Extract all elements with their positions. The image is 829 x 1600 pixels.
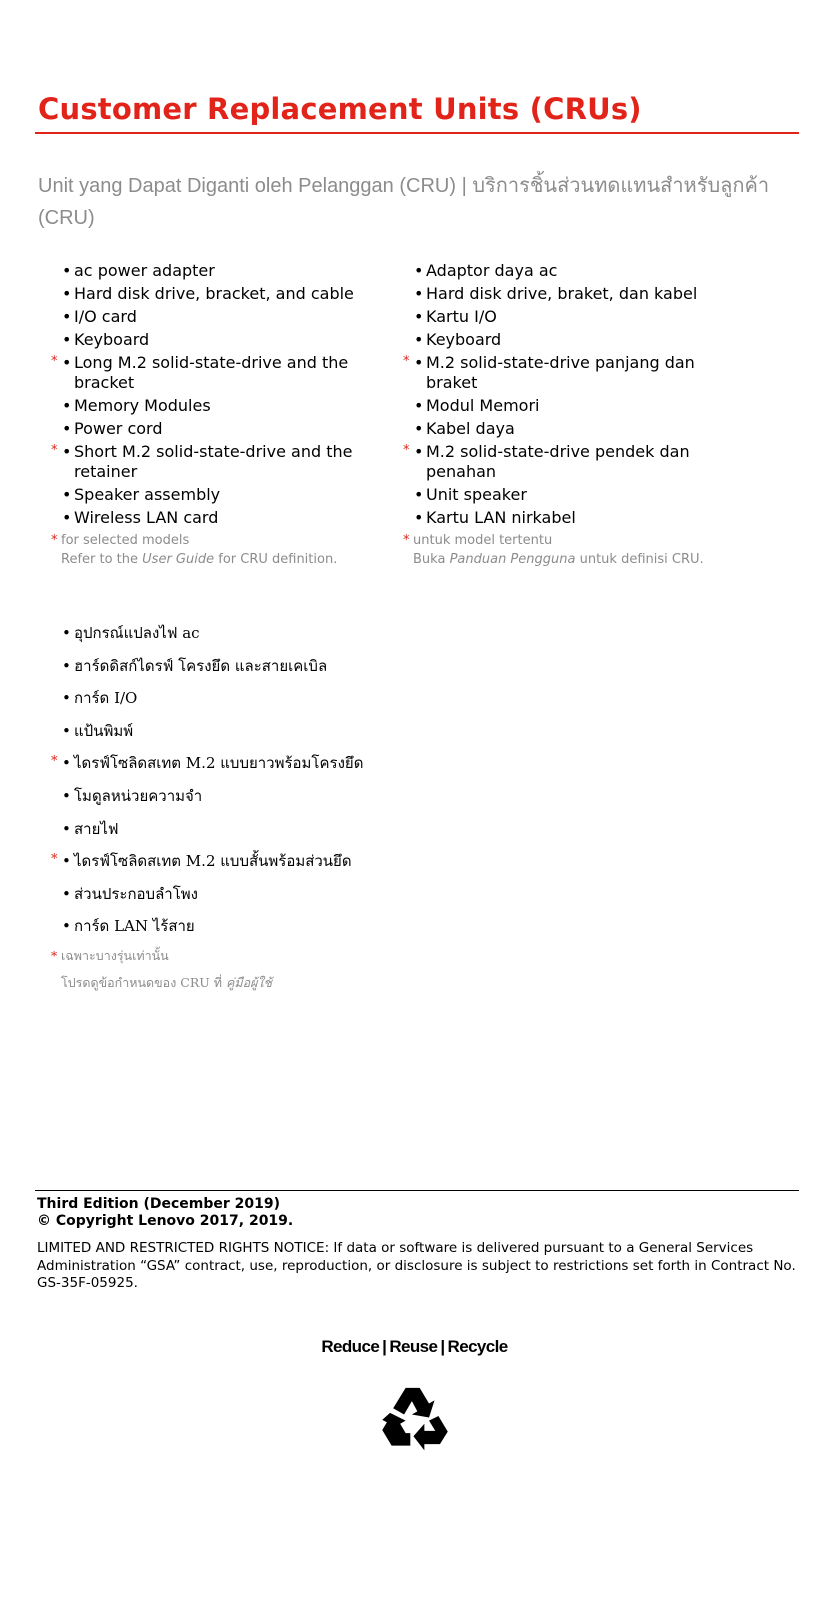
indonesian-items [404,261,734,528]
list-item [52,916,452,936]
list-item [52,851,452,871]
bullet: • [62,442,72,461]
selected-models-star: * [403,443,410,458]
list-item-label: Short M.2 solid-state-drive and the retainer [74,442,353,481]
list-item-label: โมดูลหน่วยความจำ [74,786,203,805]
list-item [52,284,382,304]
list-item [52,508,382,528]
edition: Third Edition (December 2019) [37,1196,281,1212]
list-item-label: Speaker assembly [74,485,221,504]
cru-list-indonesian [404,261,734,569]
footer-divider [35,1190,799,1191]
list-item-label: Keyboard [74,330,150,349]
footnote-text: for selected models [61,533,190,548]
bullet: • [62,624,71,642]
list-item [404,284,734,304]
list-item-label: Unit speaker [426,485,527,504]
footnote-star: * [51,947,58,963]
reduce-reuse-recycle [0,1337,829,1357]
cru-list-thai [52,623,452,992]
reference-text-after: for CRU definition. [214,552,338,567]
list-item [404,419,734,439]
page-title: Customer Replacement Units (CRUs) [38,92,642,126]
list-item-label: Wireless LAN card [74,508,219,527]
list-item [404,508,734,528]
bullet: • [62,485,72,504]
selected-models-star: * [51,354,58,369]
bullet: • [414,330,424,349]
reference-document-title: Panduan Pengguna [449,552,576,567]
separator: | [440,1337,445,1356]
list-item-label: Kabel daya [426,419,515,438]
bullet: • [62,852,71,871]
bullet: • [414,419,424,438]
list-item-label: ส่วนประกอบลำโพง [74,884,198,903]
thai-reference [52,974,452,992]
list-item [52,396,382,416]
reference-document-title: User Guide [142,552,215,567]
copyright: © Copyright Lenovo 2017, 2019. [37,1213,294,1229]
bullet: • [414,508,424,527]
bullet: • [62,284,72,303]
bullet: • [62,754,71,773]
bullet: • [62,508,72,527]
list-item-label: Power cord [74,419,163,438]
english-items [52,261,382,528]
list-item-label: Hard disk drive, bracket, and cable [74,284,354,303]
recycle-label: Recycle [447,1337,508,1356]
footnote-star: * [51,533,58,548]
list-item [52,623,452,643]
list-item-label: ac power adapter [74,261,215,280]
reuse-label: Reuse [389,1337,438,1356]
bullet: • [62,786,71,805]
cru-list-english [52,261,382,569]
page-subtitle: Unit yang Dapat Diganti oleh Pelanggan (CRU) | บริการชิ้นส่วนทดแทนสำหรับลูกค้า (CRU) [38,175,770,229]
list-item-label: Long M.2 solid-state-drive and the bracket [74,353,349,392]
list-item [404,261,734,281]
bullet: • [62,419,72,438]
bullet: • [62,353,72,372]
list-item-label: ไดรฟ์โซลิดสเทต M.2 แบบสั้นพร้อมส่วนยึด [74,852,352,871]
list-item [52,485,382,505]
reference-text-before: Buka [413,552,450,567]
bullet: • [414,353,424,372]
bullet: • [62,884,71,903]
bullet: • [62,396,72,415]
list-item-label: แป้นพิมพ์ [74,721,134,740]
bullet: • [414,261,424,280]
list-item [52,307,382,327]
list-item [52,353,382,393]
list-item [52,753,452,773]
list-item-label: การ์ด I/O [74,689,138,708]
list-item-label: ไดรฟ์โซลิดสเทต M.2 แบบยาวพร้อมโครงยึด [74,754,364,773]
list-item-label: Modul Memori [426,396,540,415]
list-item-label: Kartu LAN nirkabel [426,508,576,527]
list-item [52,884,452,904]
list-item [404,307,734,327]
bullet: • [62,656,71,675]
selected-models-star: * [51,443,58,458]
indonesian-reference [404,550,734,569]
bullet: • [414,396,424,415]
bullet: • [414,307,424,326]
reference-text-after: untuk definisi CRU. [575,552,704,567]
bullet: • [62,307,72,326]
selected-models-star: * [51,852,58,868]
list-item [404,485,734,505]
list-item-label: Memory Modules [74,396,211,415]
list-item-label: Keyboard [426,330,502,349]
list-item [52,656,452,676]
bullet: • [414,485,424,504]
bullet: • [62,689,71,708]
bullet: • [414,442,424,461]
bullet: • [414,284,424,303]
list-item [52,442,382,482]
english-reference [52,550,382,569]
list-item [404,353,734,393]
list-item [52,786,452,806]
list-item [52,330,382,350]
separator: | [382,1337,387,1356]
selected-models-star: * [403,354,410,369]
thai-items [52,623,452,936]
selected-models-star: * [51,754,58,770]
rights-notice: LIMITED AND RESTRICTED RIGHTS NOTICE: If data or software is delivered pursuant to a General Services Administration “GSA” contract, use, reproduction, or disclosure is subject to restrictions set forth in Contract No. GS-35F-05925. [37,1240,796,1291]
footnote-star: * [403,533,410,548]
list-item-label: M.2 solid-state-drive pendek dan penahan [426,442,690,481]
list-item-label: M.2 solid-state-drive panjang dan braket [426,353,695,392]
thai-footnote [52,947,452,965]
list-item-label: Hard disk drive, braket, dan kabel [426,284,698,303]
list-item [404,442,734,482]
reference-text-before: โปรดดูข้อกำหนดของ CRU ที่ [61,974,226,990]
list-item-label: I/O card [74,307,137,326]
list-item-label: การ์ด LAN ไร้สาย [74,917,195,936]
list-item [404,330,734,350]
bullet: • [62,917,71,936]
english-footnote [52,531,382,550]
list-item-label: อุปกรณ์แปลงไฟ ac [74,624,200,642]
list-item [404,396,734,416]
footnote-text: เฉพาะบางรุ่นเท่านั้น [61,947,169,963]
list-item-label: Kartu I/O [426,307,497,326]
list-item [52,721,452,741]
reference-document-title: คู่มือผู้ใช้ [225,974,272,990]
bullet: • [62,721,71,740]
list-item-label: ฮาร์ดดิสก์ไดรฟ์ โครงยึด และสายเคเบิล [74,656,328,675]
bullet: • [62,819,71,838]
bullet: • [62,261,72,280]
bullet: • [62,330,72,349]
list-item [52,261,382,281]
title-divider [35,132,799,134]
reduce-label: Reduce [321,1337,380,1356]
list-item [52,419,382,439]
list-item-label: สายไฟ [74,819,119,838]
list-item [52,688,452,708]
list-item [52,819,452,839]
indonesian-footnote [404,531,734,550]
recycle-icon [376,1377,454,1455]
footnote-text: untuk model tertentu [413,533,553,548]
list-item-label: Adaptor daya ac [426,261,558,280]
reference-text-before: Refer to the [61,552,143,567]
